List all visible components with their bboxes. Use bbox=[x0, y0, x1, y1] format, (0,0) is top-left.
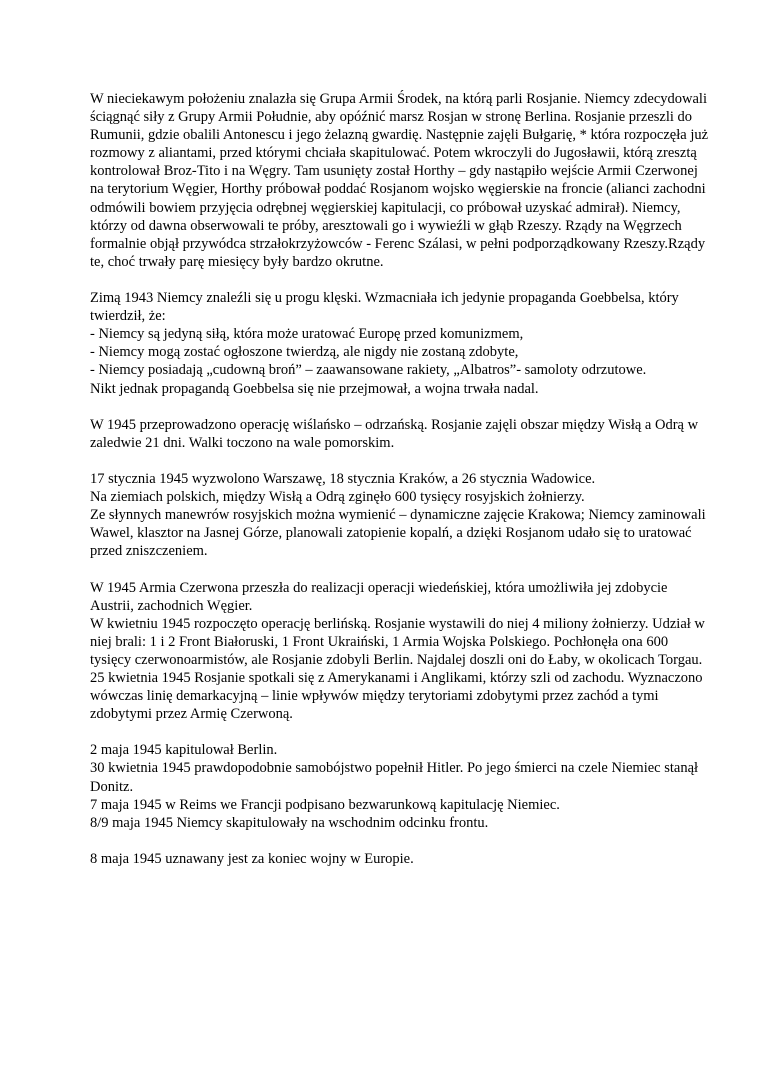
paragraph-capitulation: 2 maja 1945 kapitulował Berlin. 30 kwietnia 1945 prawdopodobnie samobójstwo popełnił Hitler. Po jego śmierci na czele Niemiec stanął Donitz. 7 maja 1945 w Reims we Francji podpisano bezwarunkową kapitulację Niemiec. 8/9 maja 1945 Niemcy skapitulowały na wschodnim odcinku frontu. bbox=[90, 742, 699, 831]
paragraph-end-of-war: 8 maja 1945 uznawany jest za koniec wojny w Europie. bbox=[90, 850, 414, 867]
paragraph-army-group-center: W nieciekawym położeniu znalazła się Grupa Armii Środek, na którą parli Rosjanie. Niemcy zdecydowali ściągnąć siły z Grupy Armii Południe, aby opóźnić marsz Rosjan w stronę Berlina. Rosjanie przeszli do Rumunii, gdzie obalili Antonescu i jego żelazną gwardię. Następnie zajęli Bułgarię, * która rozpoczęła już rozmowy z aliantami, przed którymi chciała skapitulować. Potem wkroczyli do Jugosławii, którą zresztą kontrolował Broz-Tito i na Węgry. Tam usunięty został Horthy – gdy nastąpiło wejście Armii Czerwonej na terytorium Węgier, Horthy próbował poddać Rosjanom wojsko węgierskie na froncie (alianci zachodni odmówili bowiem przyjęcia odrębnej węgierskiej kapitulacji, co próbował uzyskać admirał). Niemcy, którzy od dawna obserwowali te próby, aresztowali go i wywieźli w głąb Rzeszy. Rządy na Węgrzech formalnie objął przywódca strzałokrzyżowców - Ferenc Szálasi, w pełni podporządkowany Rzeszy.Rządy te, choć trwały parę miesięcy były bardzo okrutne. bbox=[90, 91, 709, 270]
paragraph-liberation-dates: 17 stycznia 1945 wyzwolono Warszawę, 18 stycznia Kraków, a 26 stycznia Wadowice. Na ziemiach polskich, między Wisłą a Odrą zginęło 600 tysięcy rosyjskich żołnierzy. Ze słynnych manewrów rosyjskich można wymienić – dynamiczne zajęcie Krakowa; Niemcy zaminowali Wawel, klasztor na Jasnej Górze, planowali zatopienie kopalń, a dzięki Rosjanom udało się to uratować przed zniszczeniem. bbox=[90, 470, 706, 560]
paragraph-vienna-berlin-operations: W 1945 Armia Czerwona przeszła do realizacji operacji wiedeńskiej, która umożliwiła jej zdobycie Austrii, zachodnich Węgier. W kwietniu 1945 rozpoczęto operację berlińską. Rosjanie wystawili do niej 4 miliony żołnierzy. Udział w niej brali: 1 i 2 Front Białoruski, 1 Front Ukraiński, 1 Armia Wojska Polskiego. Pochłonęła ona 600 tysięcy czerwonoarmistów, ale Rosjanie zdobyli Berlin. Najdalej doszli oni do Łaby, w okolicach Torgau. 25 kwietnia 1945 Rosjanie spotkali się z Amerykanami i Anglikami, którzy szli od zachodu. Wyznaczono wówczas linię demarkacyjną – linie wpływów między terytoriami zdobytymi przez zachód a tymi zdobytymi przez Armię Czerwoną. bbox=[90, 579, 705, 723]
paragraph-vistula-oder-operation: W 1945 przeprowadzono operację wiślańsko – odrzańską. Rosjanie zajęli obszar między Wisłą a Odrą w zaledwie 21 dni. Walki toczono na wale pomorskim. bbox=[90, 416, 699, 451]
paragraph-goebbels-propaganda: Zimą 1943 Niemcy znaleźli się u progu klęski. Wzmacniała ich jedynie propaganda Goebbelsa, który twierdził, że: - Niemcy są jedyną siłą, która może uratować Europę przed komunizmem, - Niemcy mogą zostać ogłoszone twierdzą, ale nigdy nie zostaną zdobyte, - Niemcy posiadają „cudowną broń” – zaawansowane rakiety, „Albatros”- samoloty odrzutowe. Nikt jednak propagandą Goebbelsa się nie przejmował, a wojna trwała nadal. bbox=[90, 290, 679, 397]
document-page bbox=[90, 90, 710, 886]
